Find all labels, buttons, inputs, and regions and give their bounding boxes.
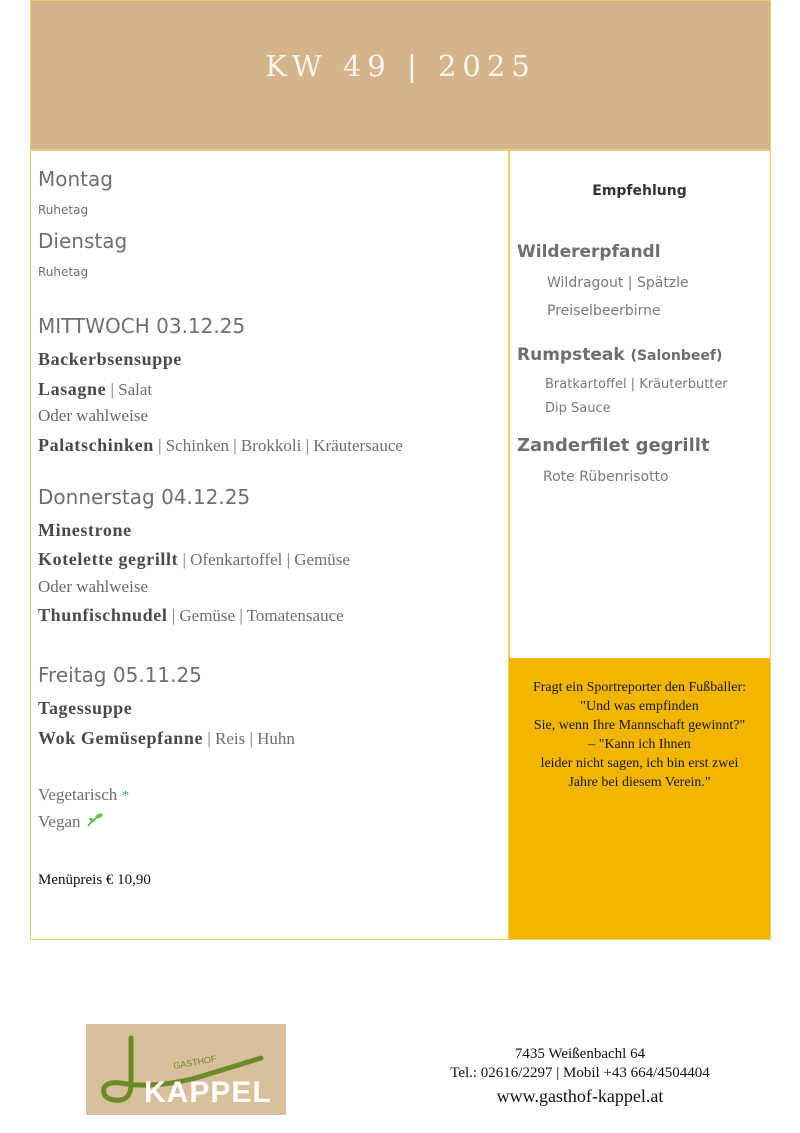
wednesday-main2 (38, 435, 403, 456)
logo-top-text: GASTHOF (172, 1053, 218, 1071)
rec-dish-detail: Wildragout | Spätzle (547, 275, 689, 291)
legend-label: Vegetarisch (38, 785, 118, 804)
dish-name: Minestrone (38, 520, 132, 540)
thursday-main1 (38, 549, 350, 570)
joke-text: Fragt ein Sportreporter den Fußballer: "Und was empfinden Sie, wenn Ihre Mannschaft gewinnt?" – "Kann ich Ihnen leider nicht sagen, ich bin erst zwei Jahre bei diesem Verein." (532, 680, 747, 790)
dish-name: Palatschinken (38, 435, 154, 455)
rec-dish-detail: Rote Rübenrisotto (543, 469, 669, 485)
dish-name: Wok Gemüsepfanne (38, 728, 204, 748)
rec-dish-detail: Bratkartoffel | Kräuterbutter (545, 377, 728, 392)
recommendation-title: Empfehlung (592, 183, 687, 199)
contact-website: www.gasthof-kappel.at (496, 1086, 664, 1106)
dish-name: Kotelette gegrillt (38, 549, 179, 569)
contact-address: 7435 Weißenbachl 64 (514, 1046, 646, 1062)
rec-dish-rumpsteak (517, 345, 722, 365)
friday-soup (38, 698, 132, 719)
joke-box (509, 658, 770, 939)
wednesday-alt: Oder wahlweise (38, 406, 148, 425)
day-friday: Freitag 05.11.25 (38, 663, 202, 687)
sprout-icon (85, 812, 105, 828)
thursday-soup (38, 520, 132, 541)
legend-vegan (38, 812, 105, 832)
contact-phone: Tel.: 02616/2297 | Mobil +43 664/4504404 (450, 1065, 710, 1081)
logo-name: KAPPEL (144, 1076, 272, 1109)
rec-dish-detail: Preiselbeerbirne (547, 303, 661, 319)
logo-graphic (86, 1024, 286, 1115)
friday-main1 (38, 728, 295, 749)
rec-dish-detail: Dip Sauce (545, 401, 611, 416)
dish-name: Thunfischnudel (38, 605, 168, 625)
day-tuesday: Dienstag (38, 229, 128, 253)
week-title: KW 49 | 2025 (265, 49, 536, 83)
day-monday: Montag (38, 167, 113, 191)
dish-name: Backerbsensuppe (38, 349, 183, 369)
divider (31, 149, 770, 151)
legend-vegetarian (38, 785, 129, 805)
day-wednesday: MITTWOCH 03.12.25 (38, 314, 246, 338)
thursday-main2 (38, 605, 344, 626)
day-thursday: Donnerstag 04.12.25 (38, 485, 251, 509)
monday-note: Ruhetag (38, 203, 89, 217)
wednesday-main1 (38, 379, 152, 400)
dish-sides: | Gemüse | Tomatensauce (167, 606, 344, 625)
dish-sides: | Salat (106, 380, 153, 399)
dish-sides: | Ofenkartoffel | Gemüse (178, 550, 350, 569)
rec-dish-wildererpfandl: Wildererpfandl (517, 242, 661, 262)
menu-price: Menüpreis € 10,90 (38, 872, 151, 888)
legend-label: Vegan (38, 812, 81, 831)
dish-name: Tagessuppe (38, 698, 133, 718)
tuesday-note: Ruhetag (38, 265, 89, 279)
dish-sides: | Reis | Huhn (203, 729, 295, 748)
dish-sides: | Schinken | Brokkoli | Kräutersauce (153, 436, 403, 455)
dish-name: Rumpsteak (517, 345, 625, 365)
week-header (31, 1, 770, 149)
dish-name: Lasagne (38, 379, 107, 399)
thursday-alt: Oder wahlweise (38, 577, 148, 596)
vegetarian-icon: * (121, 788, 130, 804)
gasthof-logo (86, 1024, 286, 1115)
dish-suffix: (Salonbeef) (630, 348, 723, 364)
rec-dish-zander: Zanderfilet gegrillt (517, 435, 710, 456)
wednesday-soup (38, 349, 182, 370)
